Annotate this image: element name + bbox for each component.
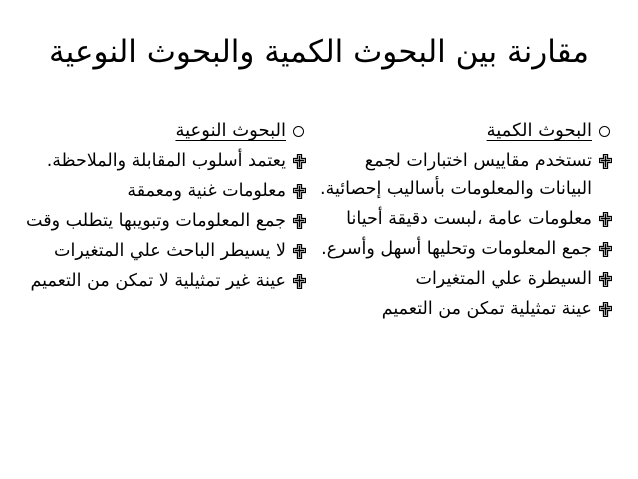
cross-bullet-icon <box>292 207 306 235</box>
list-item <box>312 147 612 203</box>
column-qualitative <box>6 116 306 297</box>
list-item-text: عينة غير تمثيلية لا تمكن من التعميم <box>30 271 286 291</box>
cross-bullet-icon <box>598 205 612 233</box>
list-item <box>6 177 306 205</box>
circle-bullet-icon <box>599 126 610 137</box>
cross-bullet-icon <box>292 237 306 265</box>
cross-bullet-icon <box>292 147 306 175</box>
cross-bullet-icon <box>598 265 612 293</box>
cross-bullet-icon <box>598 295 612 323</box>
list-item <box>6 207 306 235</box>
column-heading-label: البحوث الكمية <box>486 120 592 141</box>
list-item <box>6 267 306 295</box>
column-heading-label: البحوث النوعية <box>175 120 286 141</box>
list-item <box>6 147 306 175</box>
list-item <box>312 205 612 233</box>
column-heading <box>312 116 612 146</box>
cross-bullet-icon <box>292 177 306 205</box>
list-item <box>6 237 306 265</box>
list-item-text: تستخدم مقاييس اختبارات لجمع البيانات والمعلومات بأساليب إحصائية. <box>320 151 592 199</box>
list-item-text: السيطرة علي المتغيرات <box>415 269 592 289</box>
list-item-text: يعتمد أسلوب المقابلة والملاحظة. <box>46 151 286 171</box>
bullet-list <box>6 147 306 295</box>
circle-bullet-icon <box>293 126 304 137</box>
cross-bullet-icon <box>292 267 306 295</box>
slide-title: مقارنة بين البحوث الكمية والبحوث النوعية <box>49 34 589 70</box>
bullet-list <box>312 147 612 323</box>
list-item <box>312 295 612 323</box>
column-heading <box>6 116 306 146</box>
cross-bullet-icon <box>598 147 612 175</box>
list-item-text: عينة تمثيلية تمكن من التعميم <box>381 299 592 319</box>
list-item-text: جمع المعلومات وتبويبها يتطلب وقت <box>26 211 286 231</box>
list-item-text: معلومات عامة ،لبست دقيقة أحيانا <box>346 209 592 229</box>
list-item <box>312 235 612 263</box>
list-item-text: لا يسيطر الباحث علي المتغيرات <box>54 241 286 261</box>
column-quantitative <box>312 116 612 325</box>
cross-bullet-icon <box>598 235 612 263</box>
list-item <box>312 265 612 293</box>
list-item-text: جمع المعلومات وتحليها أسهل وأسرع. <box>321 239 592 259</box>
list-item-text: معلومات غنية ومعمقة <box>127 181 286 201</box>
